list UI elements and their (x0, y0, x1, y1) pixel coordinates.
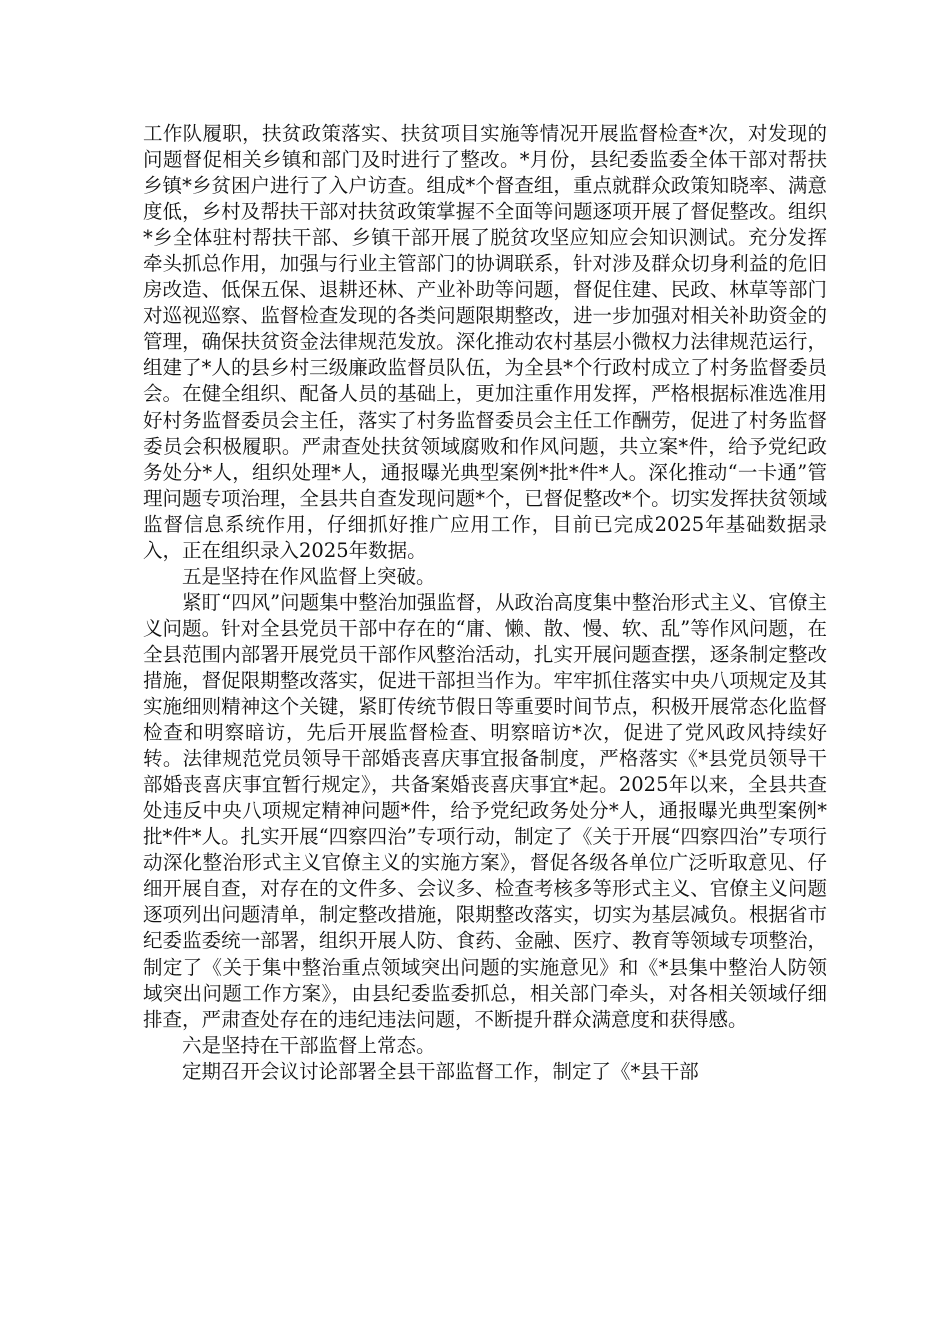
paragraph-cadre-supervision: 定期召开会议讨论部署全县干部监督工作，制定了《*县干部 (182, 1059, 699, 1083)
paragraph-poverty-supervision: 工作队履职，扶贫政策落实、扶贫项目实施等情况开展监督检查*次，对发现的问题督促相关乡镇和部门及时进行了整改。*月份，县纪委监委全体干部对帮扶乡镇*乡贫困户进行了入户访查。组成*个督查组，重点就群众政策知晓率、满意度低，乡村及帮扶干部对扶贫政策掌握不全面等问题逐项开展了督促整改。组织*乡全体驻村帮扶干部、乡镇干部开展了脱贫攻坚应知应会知识测试。充分发挥牵头抓总作用，加强与行业主管部门的协调联系，针对涉及群众切身利益的危旧房改造、低保五保、退耕还林、产业补助等问题，督促住建、民政、林草等部门对巡视巡察、监督检查发现的各类问题限期整改，进一步加强对相关补助资金的管理，确保扶贫资金法律规范发放。深化推动农村基层小微权力法律规范运行，组建了*人的县乡村三级廉政监督员队伍，为全县*个行政村成立了村务监督委员会。在健全组织、配备人员的基础上，更加注重作用发挥，严格根据标准选准用好村务监督委员会主任，落实了村务监督委员会主任工作酬劳，促进了村务监督委员会积极履职。严肃查处扶贫领域腐败和作风问题，共立案*件，给予党纪政务处分*人，组织处理*人，通报曝光典型案例*批*件*人。深化推动“一卡通”管理问题专项治理，全县共自查发现问题*个，已督促整改*个。切实发挥扶贫领域监督信息系统作用，仔细抓好推广应用工作，目前已完成2025年基础数据录入，正在组织录入2025年数据。 (143, 122, 827, 562)
paragraph-style-supervision: 紧盯“四风”问题集中整治加强监督，从政治高度集中整治形式主义、官僚主义问题。针对全县党员干部中存在的“庸、懒、散、慢、软、乱”等作风问题，在全县范围内部署开展党员干部作风整治活动，扎实开展问题查摆，逐条制定整改措施，督促限期整改落实，促进干部担当作为。牢牢抓住落实中央八项规定及其实施细则精神这个关键，紧盯传统节假日等重要时间节点，积极开展常态化监督检查和明察暗访，先后开展监督检查、明察暗访*次，促进了党风政风持续好转。法律规范党员领导干部婚丧喜庆事宜报备制度，严格落实《*县党员领导干部婚丧喜庆事宜暂行规定》，共备案婚丧喜庆事宜*起。2025年以来，全县共查处违反中央八项规定精神问题*件，给予党纪政务处分*人，通报曝光典型案例*批*件*人。扎实开展“四察四治”专项行动，制定了《关于开展“四察四治”专项行动深化整治形式主义官僚主义的实施方案》，督促各级各单位广泛听取意见、仔细开展自查，对存在的文件多、会议多、检查考核多等形式主义、官僚主义问题逐项列出问题清单，制定整改措施，限期整改落实，切实为基层减负。根据省市纪委监委统一部署，组织开展人防、食药、金融、医疗、教育等领域专项整治，制定了《关于集中整治重点领域突出问题的实施意见》和《*县集中整治人防领域突出问题工作方案》，由县纪委监委抓总，相关部门牵头，对各相关领域仔细排查，严肃查处存在的违纪违法问题，不断提升群众满意度和获得感。 (143, 590, 827, 1031)
heading-style-supervision: 五是坚持在作风监督上突破。 (182, 564, 436, 588)
heading-cadre-supervision: 六是坚持在干部监督上常态。 (182, 1033, 436, 1057)
document-page (143, 121, 827, 1085)
